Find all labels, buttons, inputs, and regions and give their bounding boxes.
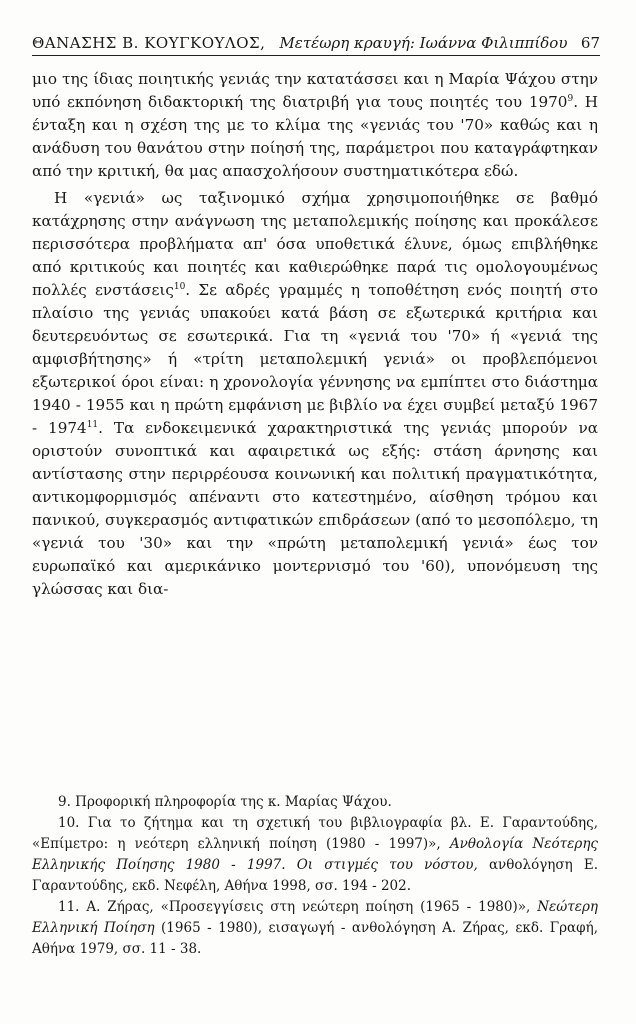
paragraph-1-text-a: μιο της ίδιας ποιητικής γενιάς την κατατάσσει και η Μαρία Ψάχου στην υπό εκπόνηση διδακτορική της διατριβή για τους ποιητές του 1970 (32, 70, 598, 111)
paragraph-1 (32, 68, 598, 183)
paragraph-2-text-c: . Τα ενδοκειμενικά χαρακτηριστικά της γενιάς μπορούν να οριστούν συνοπτικά και αφαιρετικά ως εξής: στάση άρνησης και αντίστασης στην περιρρέουσα κοινωνική και πολιτική πραγματικότητα, αντικομφορμισμός απέναντι στο κατεστημένο, αίσθηση τρόμου και πανικού, συγκερασμός αντιφατικών επιδράσεων (από το μεσοπόλεμο, τη «γενιά του '30» και την «πρώτη μεταπολεμική γενιά» έως τον ευρωπαϊκό και αμερικάνικο μοντερνισμό του '60), υπονόμευση της γλώσσας και δια- (32, 419, 598, 598)
paragraph-2 (32, 187, 598, 601)
footnote-11-text-a: 11. Α. Ζήρας, «Προσεγγίσεις στη νεώτερη ποίηση (1965 - 1980)», (58, 899, 538, 915)
header-title: Μετέωρη κραυγή: Ιωάννα Φιλιππίδου (279, 34, 568, 52)
footnotes (32, 792, 598, 960)
header-author: ΘΑΝΑΣΗΣ Β. ΚΟΥΓΚΟΥΛΟΣ, (32, 34, 266, 52)
running-header (32, 26, 600, 56)
footnote-10 (32, 813, 598, 897)
footnote-ref-10: 10 (173, 281, 186, 292)
footnote-11-title: Νεώτερη Ελληνική Ποίηση (32, 899, 598, 936)
paragraph-2-text-b: . Σε αδρές γραμμές η τοποθέτηση ενός ποιητή στο πλαίσιο της γενιάς υπακούει κατά βάση σε εξωτερικά κριτήρια και δευτερευόντως σε εσωτερικά. Για τη «γενιά του '70» ή «γενιά της αμφισβήτησης» ή «τρίτη μεταπολεμική γενιά» οι προβλεπόμενοι εξωτερικοί όροι είναι: η χρονολογία γέννησης να εμπίπτει στο διάστημα 1940 - 1955 και η πρώτη εμφάνιση με βιβλίο να έχει συμβεί μεταξύ 1967 - 1974 (32, 281, 598, 437)
page-number: 67 (580, 34, 600, 52)
footnote-10-text-a: 10. Για το ζήτημα και τη σχετική του βιβλιογραφία βλ. Ε. Γαραντούδης, «Επίμετρο: η νεότερη ελληνική ποίηση (1980 - 1997)», (32, 815, 598, 852)
body-text (32, 68, 598, 601)
footnote-10-text-c: ανθολόγηση Ε. Γαραντούδης, εκδ. Νεφέλη, Αθήνα 1998, σσ. 194 - 202. (32, 857, 599, 894)
footnote-11-text-c: (1965 - 1980), εισαγωγή - ανθολόγηση Α. Ζήρας, εκδ. Γραφή, Αθήνα 1979, σσ. 11 - 38. (32, 920, 599, 957)
paragraph-1-text-b: . Η ένταξη και η σχέση της με το κλίμα της «γενιάς του '70» καθώς και η ανάδυση του θανάτου στην ποίησή της, παράμετροι που καταγράφτηκαν από την κριτική, θα μας απασχολήσουν συστηματικότερα εδώ. (32, 93, 598, 180)
footnote-ref-11: 11 (86, 419, 99, 430)
paragraph-2-text-a: Η «γενιά» ως ταξινομικό σχήμα χρησιμοποιήθηκε σε βαθμό κατάχρησης στην ανάγνωση της μεταπολεμικής ποίησης και προκάλεσε περισσότερα προβλήματα απ' όσα υποθετικά έλυνε, όμως επιβλήθηκε από κριτικούς και ποιητές και καθιερώθηκε παρά τις ομολογουμένως πολλές ενστάσεις (32, 189, 598, 299)
footnote-9-text: 9. Προφορική πληροφορία της κ. Μαρίας Ψάχου. (58, 794, 392, 810)
footnote-ref-9: 9 (567, 93, 574, 104)
footnote-9 (32, 792, 598, 813)
footnote-10-title: Ανθολογία Νεότερης Ελληνικής Ποίησης 1980 - 1997. Οι στιγμές του νόστου, (32, 836, 598, 873)
footnote-11 (32, 897, 598, 960)
